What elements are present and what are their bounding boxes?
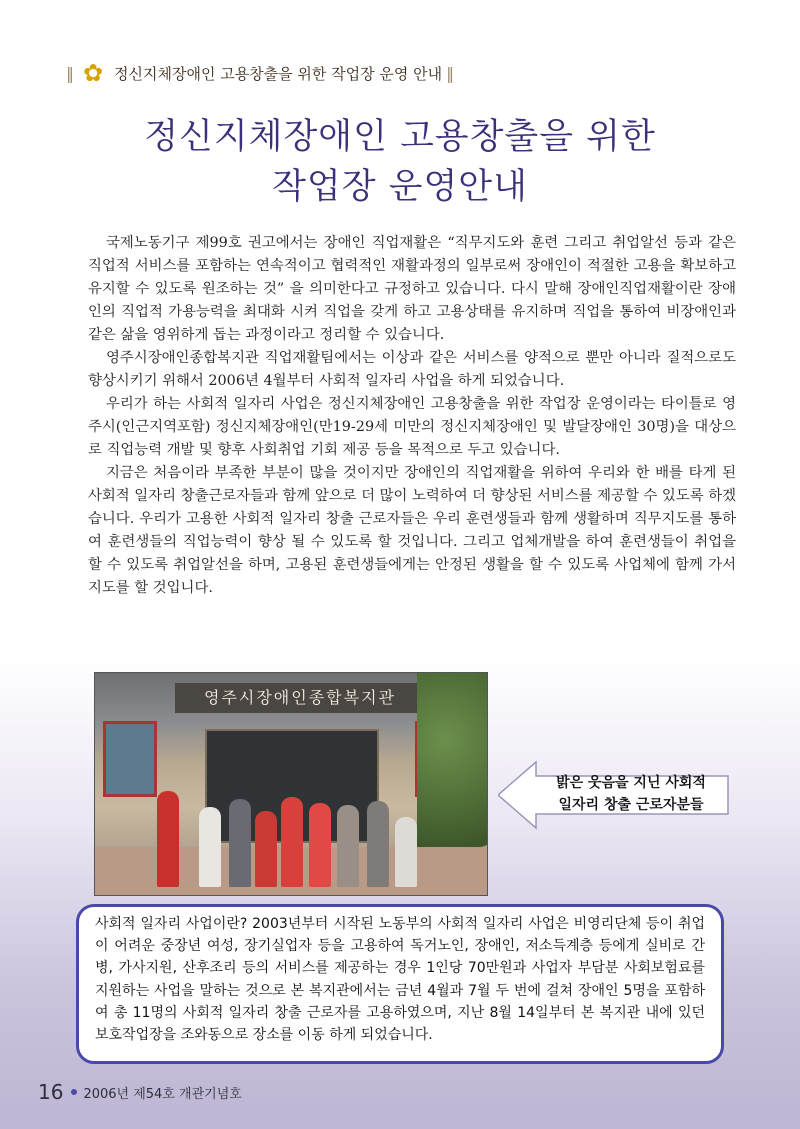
caption-text xyxy=(536,772,726,816)
body-paragraph: 국제노동기구 제99호 권고에서는 장애인 직업재활은 “직무지도와 훈련 그리고 취업알선 등과 같은 직업적 서비스를 포함하는 연속적이고 협력적인 재활과정의 일부로써 장애인이 적절한 고용을 확보하고 유지할 수 있도록 원조하는 것” 을 의미한다고 규정하고 있습니다. 다시 말해 장애인직업재활이란 장애인의 직업적 가용능력을 최대화 시켜 직업을 갖게 하고 고용상태를 유지하며 직업을 통하여 비장애인과 같은 삶을 영위하게 돕는 과정이라고 정리할 수 있습니다. xyxy=(88,235,736,343)
photo-person xyxy=(367,801,389,887)
body-paragraph: 영주시장애인종합복지관 직업재활팀에서는 이상과 같은 서비스를 양적으로 뿐만 아니라 질적으로도 향상시키기 위해서 2006년 4월부터 사회적 일자리 사업을 하게 되었습니다. xyxy=(88,350,736,389)
page-title xyxy=(0,112,800,212)
body-paragraph: 우리가 하는 사회적 일자리 사업은 정신지체장애인 고용창출을 위한 작업장 운영이라는 타이틀로 영주시(인근지역포함) 정신지체장애인(만19-29세 미만의 정신지체장애인 및 발달장애인 30명)을 대상으로 직업능력 개발 및 향후 사회취업 기회 제공 등을 목적으로 두고 있습니다. xyxy=(88,396,736,458)
info-box xyxy=(76,904,724,1064)
page-footer xyxy=(38,1080,242,1104)
page-number: 16 xyxy=(38,1080,64,1104)
photo-person xyxy=(281,797,303,887)
info-box-text: 사회적 일자리 사업이란? 2003년부터 시작된 노동부의 사회적 일자리 사업은 비영리단체 등이 취업이 어려운 중장년 여성, 장기실업자 등을 고용하여 독거노인, 장애인, 저소득계층 등에게 실비로 간병, 가사지원, 산후조리 등의 서비스를 제공하는 경우 1인당 70만원과 사업자 부담분 사회보험료를 지원하는 사업을 말하는 것으로 본 복지관에서는 금년 4월과 7월 두 번에 걸쳐 장애인 5명을 포함하여 총 11명의 사회적 일자리 창출 근로자를 고용하였으며, 지난 8월 14일부터 본 복지관 내에 있던 보호작업장을 조와동으로 장소를 이동 하게 되었습니다. xyxy=(95,916,705,1044)
running-header xyxy=(62,56,522,90)
caption-line-2: 일자리 창출 근로자분들 xyxy=(558,797,704,813)
running-title: 정신지체장애인 고용창출을 위한 작업장 운영 안내 xyxy=(114,64,443,83)
header-right-bar: ‖ xyxy=(446,63,455,83)
header-left-bar: ‖ xyxy=(66,63,74,83)
issue-label: 2006년 제54호 개관기념호 xyxy=(83,1086,242,1102)
star-flower-icon: ✿ xyxy=(82,59,104,87)
photo-person xyxy=(337,805,359,887)
photo-person xyxy=(395,817,417,887)
photo-window-left xyxy=(103,721,157,797)
caption-line-1: 밝은 웃음을 지닌 사회적 xyxy=(556,775,706,791)
bullet-dot-icon xyxy=(71,1089,77,1095)
article-body xyxy=(88,232,736,600)
photo-person xyxy=(309,803,331,887)
body-paragraph: 지금은 처음이라 부족한 부분이 많을 것이지만 장애인의 직업재활을 위하여 우리와 한 배를 타게 된 사회적 일자리 창출근로자들과 함께 앞으로 더 많이 노력하여 더 향상된 서비스를 제공할 수 있도록 하겠습니다. 우리가 고용한 사회적 일자리 창출 근로자들은 우리 훈련생들과 함께 생활하며 직무지도를 통하여 훈련생들의 직업능력이 향상 될 수 있도록 할 것입니다. 그리고 업체개발을 하여 훈련생들이 취업을 할 수 있도록 취업알선을 하며, 고용된 훈련생들에게는 안정된 생활을 할 수 있도록 사업체에 함께 가서 지도를 할 것입니다. xyxy=(88,465,736,596)
photo-person xyxy=(229,799,251,887)
photo-person xyxy=(157,791,179,887)
photo-person xyxy=(199,807,221,887)
page-title-line-1: 정신지체장애인 고용창출을 위한 xyxy=(144,117,656,157)
building-sign: 영주시장애인종합복지관 xyxy=(175,683,425,713)
page-title-line-2: 작업장 운영안내 xyxy=(272,167,528,207)
group-photo xyxy=(94,672,488,896)
photo-person xyxy=(255,811,277,887)
photo-caption xyxy=(498,760,730,830)
